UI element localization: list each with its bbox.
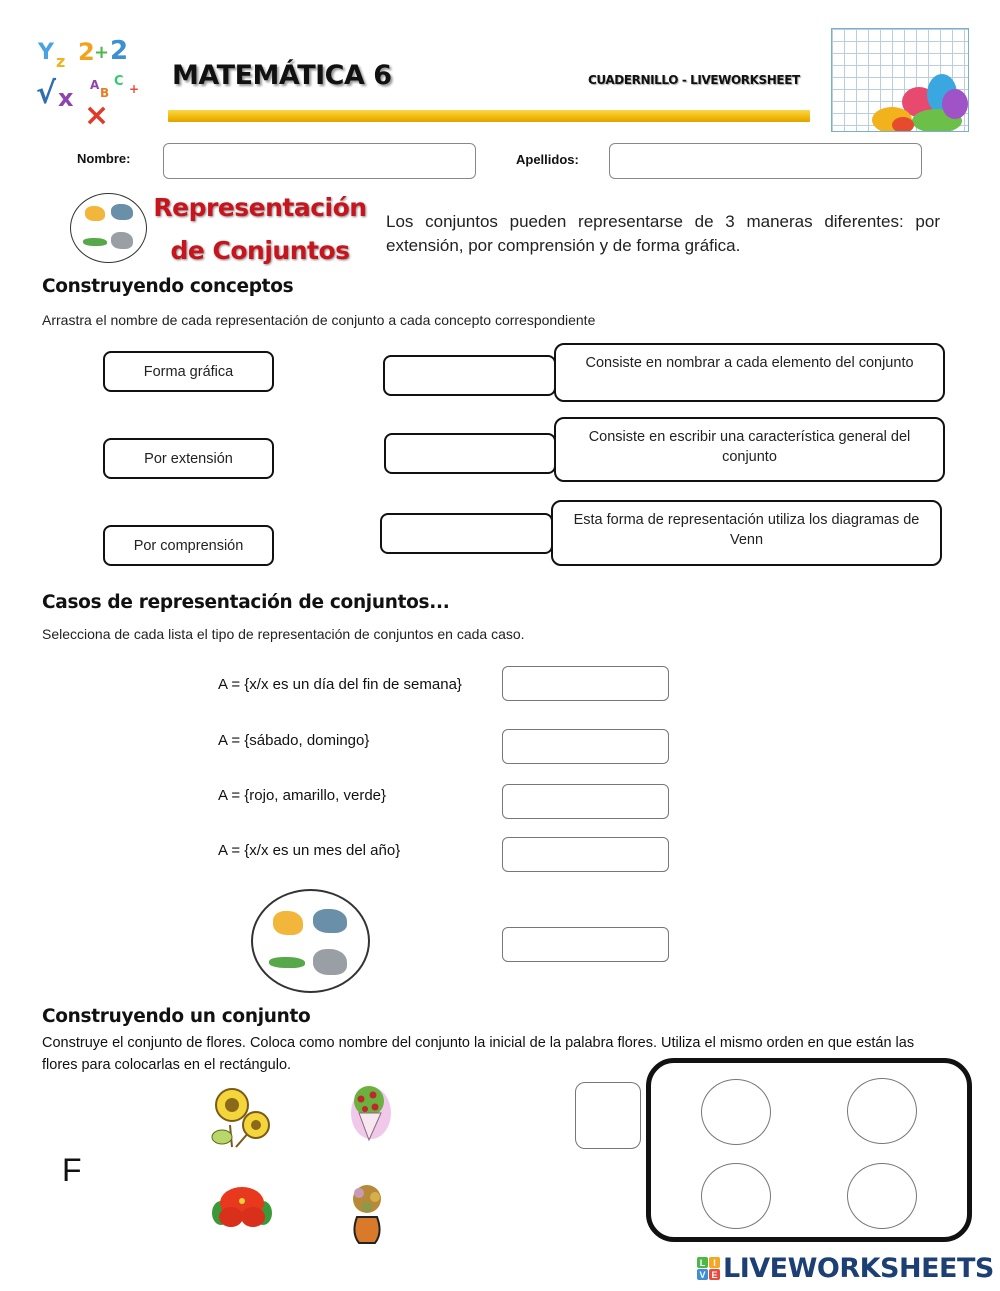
drop-target-2[interactable] xyxy=(384,433,556,474)
intro-paragraph: Los conjuntos pueden representarse de 3 maneras diferentes: por extensión, por comprensión y de forma gráfica. xyxy=(386,212,940,255)
worksheet-subtitle: CUADERNILLO - LIVEWORKSHEET xyxy=(588,73,800,87)
set-name-drop-slot[interactable] xyxy=(575,1082,641,1149)
draggable-option-por-comprension[interactable]: Por comprensión xyxy=(103,525,274,566)
concept-description-3: Esta forma de representación utiliza los diagramas de Venn xyxy=(551,500,942,566)
header-accent-bar xyxy=(168,110,810,122)
section-instruction-build-set: Construye el conjunto de flores. Coloca como nombre del conjunto la inicial de la palabra flores. Utiliza el mismo orden en que están las flores para colocarlas en el rectángulo. xyxy=(42,1035,915,1073)
math-logo-icon: Y z 2 + 2 √ x A B C + × xyxy=(36,36,140,133)
animals-set-circle-icon xyxy=(70,193,147,263)
set-element-slot-3[interactable] xyxy=(701,1163,771,1229)
liveworksheets-brand-text: LIVEWORKSHEETS xyxy=(723,1253,994,1284)
case-4-text: A = {x/x es un mes del año} xyxy=(218,842,401,859)
section-heading-concepts: Construyendo conceptos xyxy=(42,276,294,297)
case-4-select[interactable] xyxy=(502,837,669,872)
name-label: Nombre: xyxy=(77,151,131,166)
bouquet-icon[interactable] xyxy=(347,1085,393,1143)
name-input[interactable] xyxy=(163,143,476,179)
poinsettia-icon[interactable] xyxy=(211,1183,273,1233)
set-rectangle xyxy=(646,1058,972,1242)
surname-label: Apellidos: xyxy=(516,152,579,167)
section-heading-cases: Casos de representación de conjuntos... xyxy=(42,592,450,613)
concept-description-1: Consiste en nombrar a cada elemento del conjunto xyxy=(554,343,945,402)
case-3-select[interactable] xyxy=(502,784,669,819)
liveworksheets-icon: L I V E xyxy=(697,1257,720,1280)
case-2-select[interactable] xyxy=(502,729,669,764)
worksheet-title: MATEMÁTICA 6 xyxy=(172,60,392,91)
animals-venn-circle-icon xyxy=(251,889,370,993)
case-1-select[interactable] xyxy=(502,666,669,701)
flower-vase-icon[interactable] xyxy=(347,1183,389,1245)
case-5-select[interactable] xyxy=(502,927,669,962)
liveworksheets-logo xyxy=(697,1253,994,1284)
draggable-option-por-extension[interactable]: Por extensión xyxy=(103,438,274,479)
set-element-slot-2[interactable] xyxy=(847,1078,917,1144)
concept-description-2: Consiste en escribir una característica general del conjunto xyxy=(554,417,945,482)
drop-target-3[interactable] xyxy=(380,513,553,554)
draggable-letter-f[interactable]: F xyxy=(62,1152,82,1188)
set-element-slot-4[interactable] xyxy=(847,1163,917,1229)
case-3-text: A = {rojo, amarillo, verde} xyxy=(218,787,387,804)
set-element-slot-1[interactable] xyxy=(701,1079,771,1145)
section-instruction-cases: Selecciona de cada lista el tipo de representación de conjuntos en cada caso. xyxy=(42,626,525,642)
surname-input[interactable] xyxy=(609,143,922,179)
draggable-option-forma-grafica[interactable]: Forma gráfica xyxy=(103,351,274,392)
case-1-text: A = {x/x es un día del fin de semana} xyxy=(218,676,462,693)
grid-paper-illustration-icon xyxy=(831,28,969,132)
case-2-text: A = {sábado, domingo} xyxy=(218,732,370,749)
section-heading-build-set: Construyendo un conjunto xyxy=(42,1006,311,1027)
sunflowers-icon[interactable] xyxy=(210,1085,274,1149)
drop-target-1[interactable] xyxy=(383,355,556,396)
topic-title: Representación de Conjuntos xyxy=(153,193,367,265)
section-instruction-concepts: Arrastra el nombre de cada representación de conjunto a cada concepto correspondiente xyxy=(42,312,596,328)
